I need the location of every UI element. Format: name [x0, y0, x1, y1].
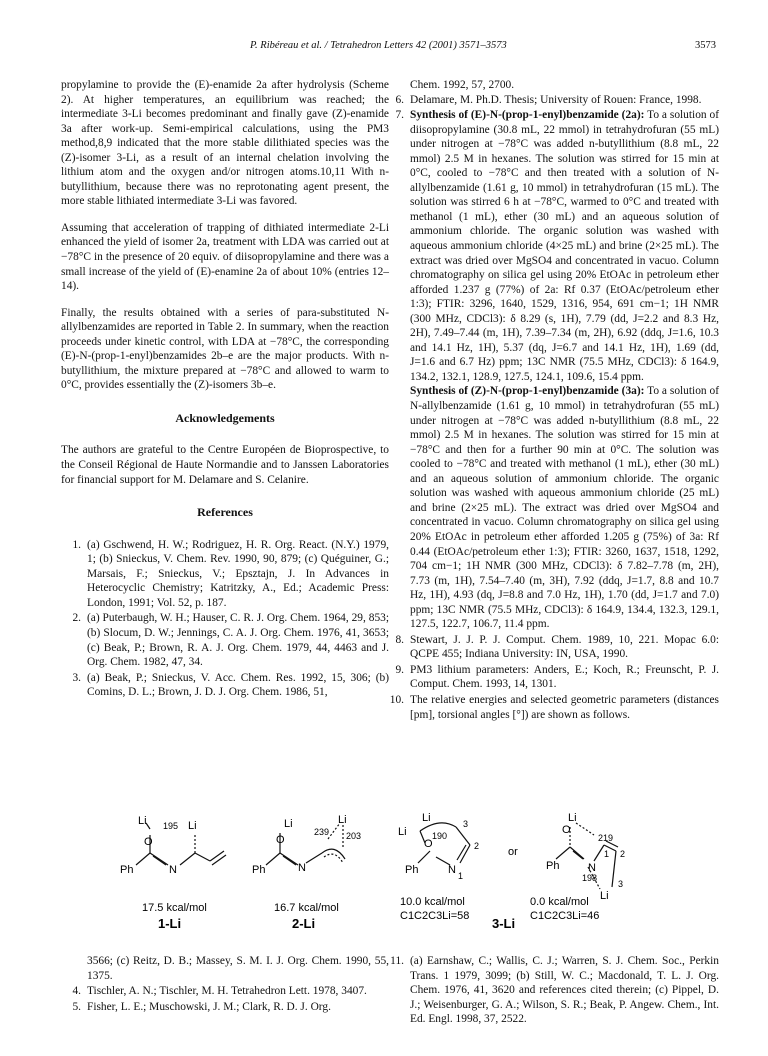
distance-195: 195 [163, 821, 179, 831]
n-label: N [169, 864, 177, 876]
compound-1-li: 1-Li [158, 916, 182, 931]
distance-190: 190 [432, 831, 448, 841]
li-label: Li [600, 890, 609, 902]
li-label: Li [188, 820, 197, 832]
reference-item-7: 7. Synthesis of (E)-N-(prop-1-enyl)benzamide (2a): To a solution of diisopropylamine (30.8 mL, 22 mmol) in tetrahydrofuran (55 mL) under nitrogen at −78°C was added n-butyllithium (8.8 mL, 22 mmol) 2.5 M in hexanes. The solution was stirred for 15 min at 0°C, cooled to −78°C and then treated with a solution of N-allylbenzamide (1.61 g, 10 mmol) in tetrahydrofuran (15 mL). The solution was stirred 6 h at −78°C, warmed to 0°C and treated with methanol (1 mL), ether (30 mL) and an aqueous solution of ammonium chloride. The organic solution was washed with aqueous ammonium chloride (4×25 mL) and brine (2×25 mL). The extract was dried over MgSO4 and concentrated in vacuo. Column chromatography on silica gel using 20% EtOAc in petroleum ether afforded 1.237 g (77%) of 2a: Rf 0.37 (EtOAc/petroleum ether 1:3); FTIR: 3296, 1640, 1529, 1316, 954, 691 cm−1; 1H NMR (300 MHz, CDCl3): δ 8.29 (s, 1H), 7.79 (dd, J=2.2 and 8.3 Hz, 2H), 7.49–7.44 (m, 1H), 7.39–7.34 (m, 2H), 6.92 (ddq, J=1.6, 10.3 and 14.1 Hz, 1H), 5.37 (dq, J=6.7 and 14.1 Hz, 1H), 1.69 (dd, J=1.6 and 6.7 Hz) ppm; 13C NMR (75.5 MHz, CDCl3): δ 164.9, 134.2, 132.1, 128.9, 127.5, 124.1, 109.6, 15.4 ppm. Synthesis of (Z)-N-(prop-1-enyl)benzamide (3a): To a solution of N-allylbenzamide (1.61 g, 10 mmol) in tetrahydrofuran (55 mL) under nitrogen at −78°C was added n-butyllithium (8.8 mL, 22 mmol) 2.5 M in hexanes. The solution was stirred for 15 min at −78°C and then for a further 90 min at 0°C. The solution was cooled to −78°C and treated with methanol (1 mL), ether (30 mL) and an aqueous solution of ammonium chloride. The organic solution was washed with aqueous ammonium chloride (25 mL) and brine (2×25 mL). The extract was dried over MgSO4 and concentrated in vacuo. Column chromatography on silica gel using 20% EtOAc in petroleum ether afforded 1.205 g (75%) of 3a: Rf 0.44 (EtOAc/petroleum ether 1:3); FTIR: 3260, 1637, 1518, 1292, 704 cm−1; 1H NMR (300 MHz, CDCl3): δ 7.82–7.78 (m, 2H), 7.73 (m, 1H), 7.54–7.40 (m, 3H), 7.92 (ddq, J=1.7, 8.8 and 10.7 Hz, 1H), 4.93 (dq, J=8.8 and 7.0 Hz, 1H), 1.70 (dd, J=1.7 and 7.0) ppm; 13C NMR (75.5 MHz, CDCl3): δ 164.9, 134.4, 132.3, 129.1, 127.5, 122.7, 106.7, 11.4 ppm. [395, 109, 720, 631]
distance-198: 198 [582, 873, 598, 883]
reference-item: 2. (a) Puterbaugh, W. H.; Hauser, C. R. J. Org. Chem. 1964, 29, 853; (b) Slocum, D. W.; Jennings, C. A. J. Org. Chem. 1976, 41, 3653; (c) Beak, P.; Brown, R. A. J. Org. Chem. 1979, 44, 4463 and J. Org. Chem. 1982, 47, 34. [72, 612, 389, 669]
li-label: Li [398, 826, 407, 838]
reference-item: 8. Stewart, J. J. P. J. Comput. Chem. 1989, 10, 221. Mopac 6.0: QCPE 455; Indiana University: IN, USA, 1990. [395, 633, 719, 661]
ph-label: Ph [405, 864, 419, 876]
reference-item: 3566; (c) Reitz, D. B.; Massey, S. M. I. J. Org. Chem. 1990, 55, 1375. [87, 955, 389, 982]
position-1: 1 [604, 849, 610, 859]
synthesis-text-2a: To a solution of diisopropylamine (30.8 mL, 22 mmol) in tetrahydrofuran (55 mL) under nitrogen at −78°C was added n-butyllithium (8.8 mL, 22 mmol) 2.5 M in hexanes. The solution was stirred for 15 min at 0°C, cooled to −78°C and then treated with a solution of N-allylbenzamide (1.61 g, 10 mmol) in tetrahydrofuran (15 mL). The solution was stirred 6 h at −78°C, warmed to 0°C and treated with methanol (1 mL), ether (30 mL) and an aqueous solution of ammonium chloride. The organic solution was washed with aqueous ammonium chloride (4×25 mL) and brine (2×25 mL). The extract was dried over MgSO4 and concentrated in vacuo. Column chromatography on silica gel using 20% EtOAc in petroleum ether afforded 1.237 g (77%) of 2a: Rf 0.37 (EtOAc/petroleum ether 1:3); FTIR: 3296, 1640, 1529, 1316, 954, 691 cm−1; 1H NMR (300 MHz, CDCl3): δ 8.29 (s, 1H), 7.79 (dd, J=2.2 and 8.3 Hz, 2H), 7.49–7.44 (m, 1H), 7.39–7.34 (m, 2H), 6.92 (ddq, J=1.6, 10.3 and 14.1 Hz, 1H), 5.37 (dq, J=6.7 and 14.1 Hz, 1H), 1.69 (dd, J=1.6 and 6.7 Hz) ppm; 13C NMR (75.5 MHz, CDCl3): δ 164.9, 134.2, 132.1, 128.9, 127.5, 124.1, 109.6, 15.4 ppm. [410, 109, 720, 383]
energy-3-li-b: 0.0 kcal/mol [530, 896, 589, 908]
reference-item: 10. The relative energies and selected geometric parameters (distances [pm], torsional angles [°]) are shown as follows. [389, 693, 719, 721]
position-2: 2 [474, 841, 480, 851]
li-label: Li [338, 814, 347, 826]
left-column-bottom [61, 954, 389, 1015]
n-label: N [448, 864, 456, 876]
o-label: O [424, 838, 433, 850]
reference-item: 11. (a) Earnshaw, C.; Wallis, C. J.; Warren, S. J. Chem. Soc., Perkin Trans. 1 1979, 3099; (b) Still, W. C.; Macdonald, T. L. J. Org. Chem. 1976, 41, 3620 and references cited therein; (c) Pippel, D. J.; Weisenburger, G. A.; Wilson, S. R.; Beak, P. Angew. Chem., Int. Ed. Engl. 1998, 37, 2522. [390, 955, 719, 1026]
ph-label: Ph [252, 864, 266, 876]
or-label: or [508, 846, 518, 858]
references-heading: References [197, 505, 253, 520]
structures-figure [100, 787, 720, 942]
structures-svg [100, 787, 720, 942]
li-label: Li [284, 818, 293, 830]
left-column [61, 78, 389, 701]
o-label: O [276, 834, 285, 846]
position-3: 3 [618, 879, 624, 889]
running-title: P. Ribéreau et al. / Tetrahedron Letters 42 (2001) 3571–3573 [250, 40, 507, 51]
reference-item: 9. PM3 lithium parameters: Anders, E.; Koch, R.; Freunscht, P. J. Comput. Chem. 1993, 14, 1301. [395, 663, 719, 691]
position-3: 3 [463, 819, 469, 829]
distance-219: 219 [598, 833, 614, 843]
right-column-bottom [384, 954, 719, 1028]
reference-item: 1. (a) Gschwend, H. W.; Rodriguez, H. R. Org. React. (N.Y.) 1979, 1; (b) Snieckus, V. Chem. Rev. 1990, 90, 879; (c) Quéguiner, G.; Marsais, F.; Snieckus, V.; Epsztajn, J. In Advances in Heterocyclic Chemistry; Katritzky, A., Ed.; Academic Press: London, 1991; Vol. 52, p. 187. [72, 538, 389, 609]
o-label: O [144, 836, 153, 848]
acknowledgements-heading: Acknowledgements [175, 410, 275, 425]
reference-item: 6. Delamare, M. Ph.D. Thesis; University of Rouen: France, 1998. [395, 93, 702, 106]
distance-203: 203 [346, 831, 362, 841]
reference-item: 3. (a) Beak, P.; Snieckus, V. Acc. Chem. Res. 1992, 15, 306; (b) Comins, D. L.; Brown, J. D. J. Org. Chem. 1986, 51, [72, 671, 389, 699]
position-1: 1 [458, 871, 464, 881]
energy-2-li: 16.7 kcal/mol [274, 902, 339, 914]
li-label: Li [568, 812, 577, 824]
synthesis-title-3a: Synthesis of (Z)-N-(prop-1-enyl)benzamide (3a): [410, 385, 645, 398]
page-number: 3573 [695, 40, 716, 51]
torsion-3-li-a: C1C2C3Li=58 [400, 910, 470, 922]
right-column [384, 78, 719, 723]
energy-3-li-a: 10.0 kcal/mol [400, 896, 465, 908]
body-paragraph-2: Assuming that acceleration of trapping of dithiated intermediate 2-Li enhanced the yield of isomer 2a, treatment with LDA was carried out at −78°C in the presence of 20 equiv. of diisopropylamine and there was a small increase of the yield of (E)-enamine 2a of about 10% (entries 12–14). [61, 221, 389, 293]
body-paragraph-3: Finally, the results obtained with a series of para-substituted N-allylbenzamides are reported in Table 2. In summary, when the reaction proceeds under kinetic control, with LDA at −78°C, the corresponding (E)-N-(prop-1-enyl)benzamides 2b–e are the major products. With n-butyllithium, the mixture prepared at −78°C and allowed to warm to 0°C, provides essentially the (Z)-isomers 3b–e. [61, 306, 389, 392]
synthesis-title-2a: Synthesis of (E)-N-(prop-1-enyl)benzamide (2a): [410, 109, 645, 122]
position-2: 2 [620, 849, 626, 859]
reference-continuation: Chem. 1992, 57, 2700. [410, 79, 515, 91]
acknowledgements-text: The authors are grateful to the Centre Européen de Bioprospective, to the Conseil Régional de Haute Normandie and to Janssen Laboratories for financial support for M. Delamare and S. Celanire. [61, 444, 389, 486]
reference-item: 5. Fisher, L. E.; Muschowski, J. M.; Clark, R. D. J. Org. [72, 1000, 331, 1013]
n-label: N [298, 862, 306, 874]
references-list-right-bottom [384, 954, 719, 1027]
compound-2-li: 2-Li [292, 916, 316, 931]
references-list-left-bottom [61, 954, 389, 1014]
reference-item: 4. Tischler, A. N.; Tischler, M. H. Tetrahedron Lett. 1978, 3407. [72, 985, 367, 998]
ph-label: Ph [120, 864, 134, 876]
distance-239: 239 [314, 827, 330, 837]
o-label: O [562, 824, 571, 836]
references-list-right [384, 93, 719, 723]
running-header [0, 40, 768, 56]
li-label: Li [138, 815, 147, 827]
energy-1-li: 17.5 kcal/mol [142, 902, 207, 914]
ph-label: Ph [546, 860, 560, 872]
body-paragraph-1: propylamine to provide the (E)-enamide 2a after hydrolysis (Scheme 2). At higher temperatures, an equilibrium was reached; the intermediate 3-Li becomes predominant and finally gave (Z)-enamide 3a after work-up. Semi-empirical calculations, using the PM3 method,8,9 indicated that the more stable dilithiated species was the (Z)-isomer 3-Li, as a result of an internal chelation involving the lithium atom and the oxygen and/or nitrogen atoms.10,11 With n-butyllithium, because there was no reprotonating agent present, the more stable lithiated intermediate 3-Li was favored. [61, 79, 389, 208]
li-label: Li [422, 812, 431, 824]
references-list-left [61, 538, 389, 700]
torsion-3-li-b: C1C2C3Li=46 [530, 910, 600, 922]
compound-3-li: 3-Li [492, 916, 516, 931]
n-label: N [588, 862, 596, 874]
synthesis-text-3a: To a solution of N-allylbenzamide (1.61 g, 10 mmol) in tetrahydrofuran (55 mL) under nitrogen at −78°C was added n-butyllithium (8.8 mL, 22 mmol) 2.5 M in hexanes. The solution was stirred for 15 min at −78°C and then for a further 90 min at 0°C. The solution was cooled to −78°C and treated with methanol (1 mL), ether (30 mL) and an aqueous solution of ammonium chloride. The organic solution was washed with aqueous ammonium chloride (25 mL) and brine (2×25 mL). The extract was dried over MgSO4 and concentrated in vacuo. Column chromatography on silica gel using 20% EtOAc in petroleum ether afforded 1.205 g (75%) of 3a: Rf 0.44 (EtOAc/petroleum ether 1:3); FTIR: 3260, 1637, 1518, 1292, 704 cm−1; 1H NMR (300 MHz, CDCl3): δ 7.82–7.78 (m, 2H), 7.73 (m, 1H), 7.54–7.40 (m, 3H), 7.92 (ddq, J=1.7, 8.8 and 10.7 Hz, 1H), 4.93 (dq, J=8.8 and 7.0 Hz, 1H), 1.70 (dd, J=1.7 and 7.0) ppm; 13C NMR (75.5 MHz, CDCl3): δ 164.9, 134.4, 132.3, 129.1, 127.5, 122.7, 106.7, 11.4 ppm. [410, 385, 720, 631]
